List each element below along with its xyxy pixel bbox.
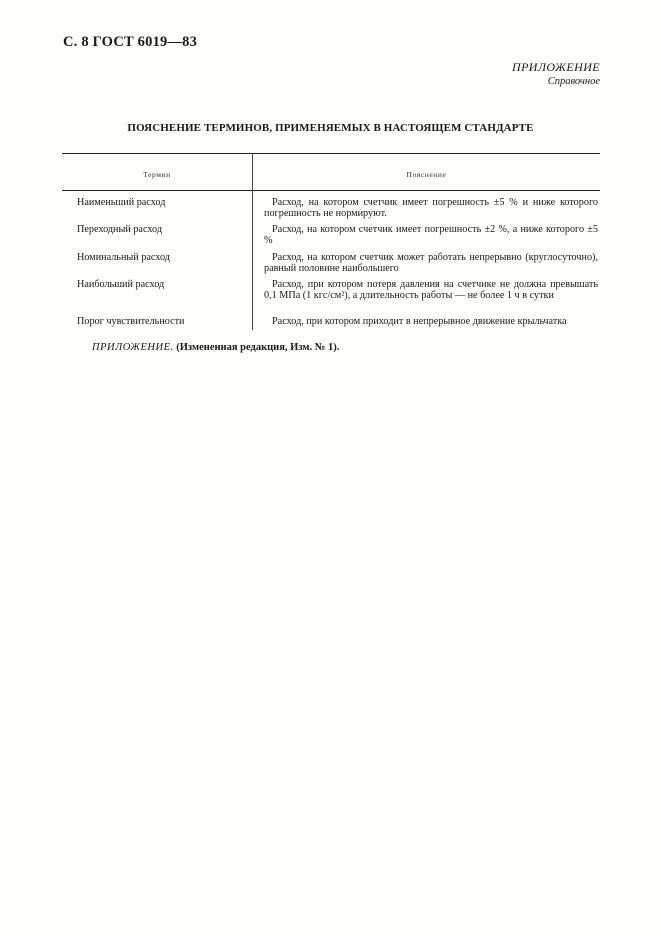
section-title: ПОЯСНЕНИЕ ТЕРМИНОВ, ПРИМЕНЯЕМЫХ В НАСТОЯЩЕМ СТАНДАРТЕ bbox=[127, 122, 534, 134]
term-cell: Переходный расход bbox=[77, 224, 163, 235]
table-column-divider bbox=[252, 153, 253, 330]
revision-note bbox=[92, 342, 339, 353]
terms-table bbox=[62, 153, 600, 330]
term-cell: Наименьший расход bbox=[77, 197, 166, 208]
table-header-rule bbox=[62, 190, 600, 191]
revision-note-text: (Измененная редакция, Изм. № 1). bbox=[176, 342, 340, 353]
revision-note-prefix: ПРИЛОЖЕНИЕ. bbox=[92, 342, 174, 353]
term-cell: Наибольший расход bbox=[77, 279, 165, 290]
header-explanation: Пояснение bbox=[406, 170, 447, 179]
table-top-rule bbox=[62, 153, 600, 154]
page-header: С. 8 ГОСТ 6019—83 bbox=[63, 34, 198, 50]
explanation-cell: Расход, на котором счетчик имеет погрешность ±2 %, а ниже которого ±5 % bbox=[264, 224, 598, 246]
explanation-cell: Расход, при котором приходит в непрерывное движение крыльчатка bbox=[272, 316, 567, 327]
term-cell: Порог чувствительности bbox=[77, 316, 185, 327]
appendix-title: ПРИЛОЖЕНИЕ bbox=[512, 60, 600, 74]
appendix-label bbox=[512, 60, 600, 87]
explanation-cell: Расход, на котором счетчик имеет погрешность ±5 % и ниже которого погрешность не нормируют. bbox=[264, 197, 598, 219]
header-term: Термин bbox=[143, 170, 171, 179]
appendix-type: Справочное bbox=[547, 76, 600, 87]
explanation-cell: Расход, при котором потеря давления на счетчике не должна превышать 0,1 МПа (1 кгс/см²), а длительность работы — не более 1 ч в сутки bbox=[264, 279, 598, 301]
explanation-cell: Расход, на котором счетчик может работать непрерывно (круглосуточно), равный половине наибольшего bbox=[264, 252, 598, 274]
term-cell: Номинальный расход bbox=[77, 252, 170, 263]
